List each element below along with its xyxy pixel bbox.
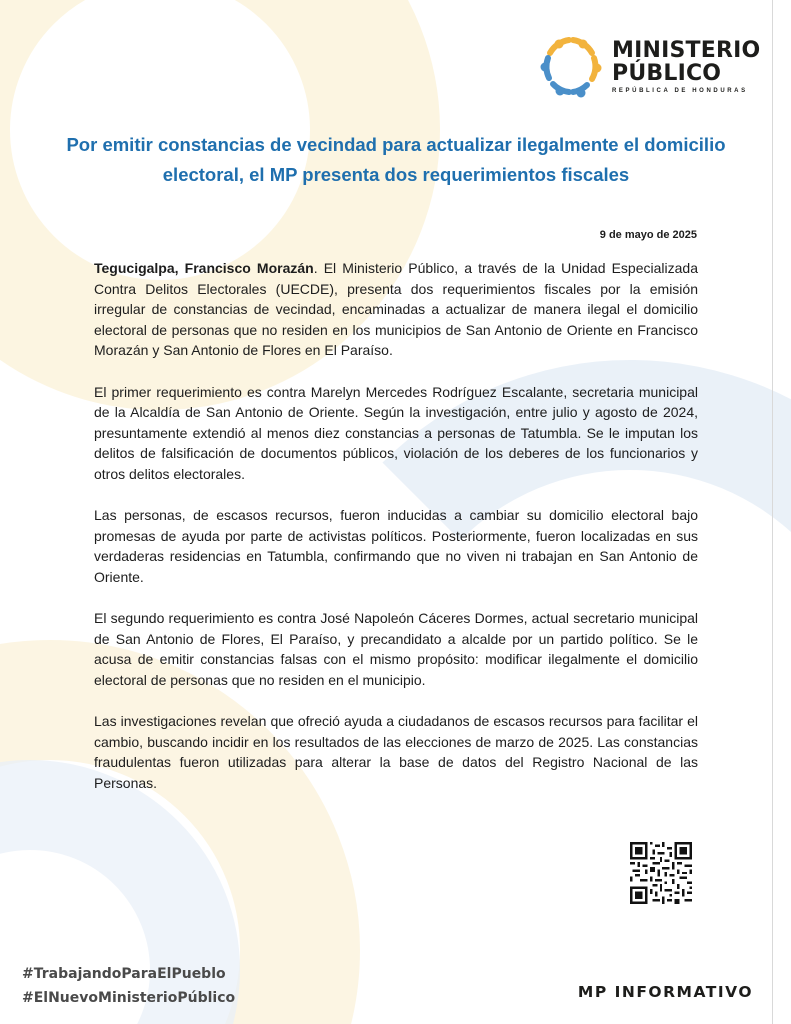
footer-brand: MP INFORMATIVO <box>577 983 753 1001</box>
ministerio-publico-logo <box>536 30 766 102</box>
paragraph-5: Las investigaciones revelan que ofreció ayuda a ciudadanos de escasos recursos para facilitar el cambio, buscando incidir en los resultados de las elecciones de marzo de 2025. Las constancias fraudulentas fueron utilizadas para alterar la base de datos del Registro Nacional de las Personas. <box>94 713 698 791</box>
hashtag-nuevo-ministerio[interactable]: #ElNuevoMinisterioPúblico <box>22 990 236 1006</box>
paragraph-2: El primer requerimiento es contra Marelyn Mercedes Rodríguez Escalante, secretaria municipal de la Alcaldía de San Antonio de Oriente. Según la investigación, entre julio y agosto de 2024, presuntamente extendió al menos diez constancias a personas de Tatumbla. Se le imputan los delitos de falsificación de documentos públicos, violación de los deberes de los funcionarios y otros delitos electorales. <box>94 383 698 482</box>
dateline: Tegucigalpa, Francisco Morazán <box>94 260 314 276</box>
qr-code-icon[interactable] <box>630 842 692 904</box>
paragraph-1 <box>94 258 698 361</box>
page-title: Por emitir constancias de vecindad para actualizar ilegalmente el domicilio electoral, el MP presenta dos requerimientos fiscales <box>66 134 726 185</box>
publication-date: 9 de mayo de 2025 <box>599 229 697 241</box>
paragraph-3: Las personas, de escasos recursos, fueron inducidas a cambiar su domicilio electoral bajo promesas de ayuda por parte de activistas políticos. Posteriormente, fueron localizadas en sus verdaderas residencias en Tatumbla, confirmando que no viven ni trabajan en San Antonio de Oriente. <box>94 507 698 585</box>
people-circle-icon <box>536 31 606 101</box>
paragraph-4: El segundo requerimiento es contra José Napoleón Cáceres Dormes, actual secretario municipal de San Antonio de Flores, El Paraíso, y precandidato a alcalde por un partido político. Se le acusa de emitir constancias falsas con el mismo propósito: modificar ilegalmente el domicilio electoral de personas que no residen en el municipio. <box>94 610 698 688</box>
page-edge-rule <box>772 0 773 1024</box>
hashtag-trabajando[interactable]: #TrabajandoParaElPueblo <box>22 966 226 982</box>
article-body <box>94 258 698 793</box>
logo-wordmark-line2: PÚBLICO <box>612 60 722 86</box>
logo-wordmark-line1: MINISTERIO <box>612 37 761 63</box>
paragraph-1-text: . El Ministerio Público, a través de la Unidad Especializada Contra Delitos Electorales (UECDE), presenta dos requerimientos fiscales por la emisión irregular de constancias de vecindad, encaminadas a actualizar de manera ilegal el domicilio electoral de personas que no residen en los municipios de San Antonio de Oriente en Francisco Morazán y San Antonio de Flores en El Paraíso. <box>94 260 698 359</box>
hashtags <box>22 962 235 1010</box>
logo-subtitle: REPÚBLICA DE HONDURAS <box>612 87 748 94</box>
